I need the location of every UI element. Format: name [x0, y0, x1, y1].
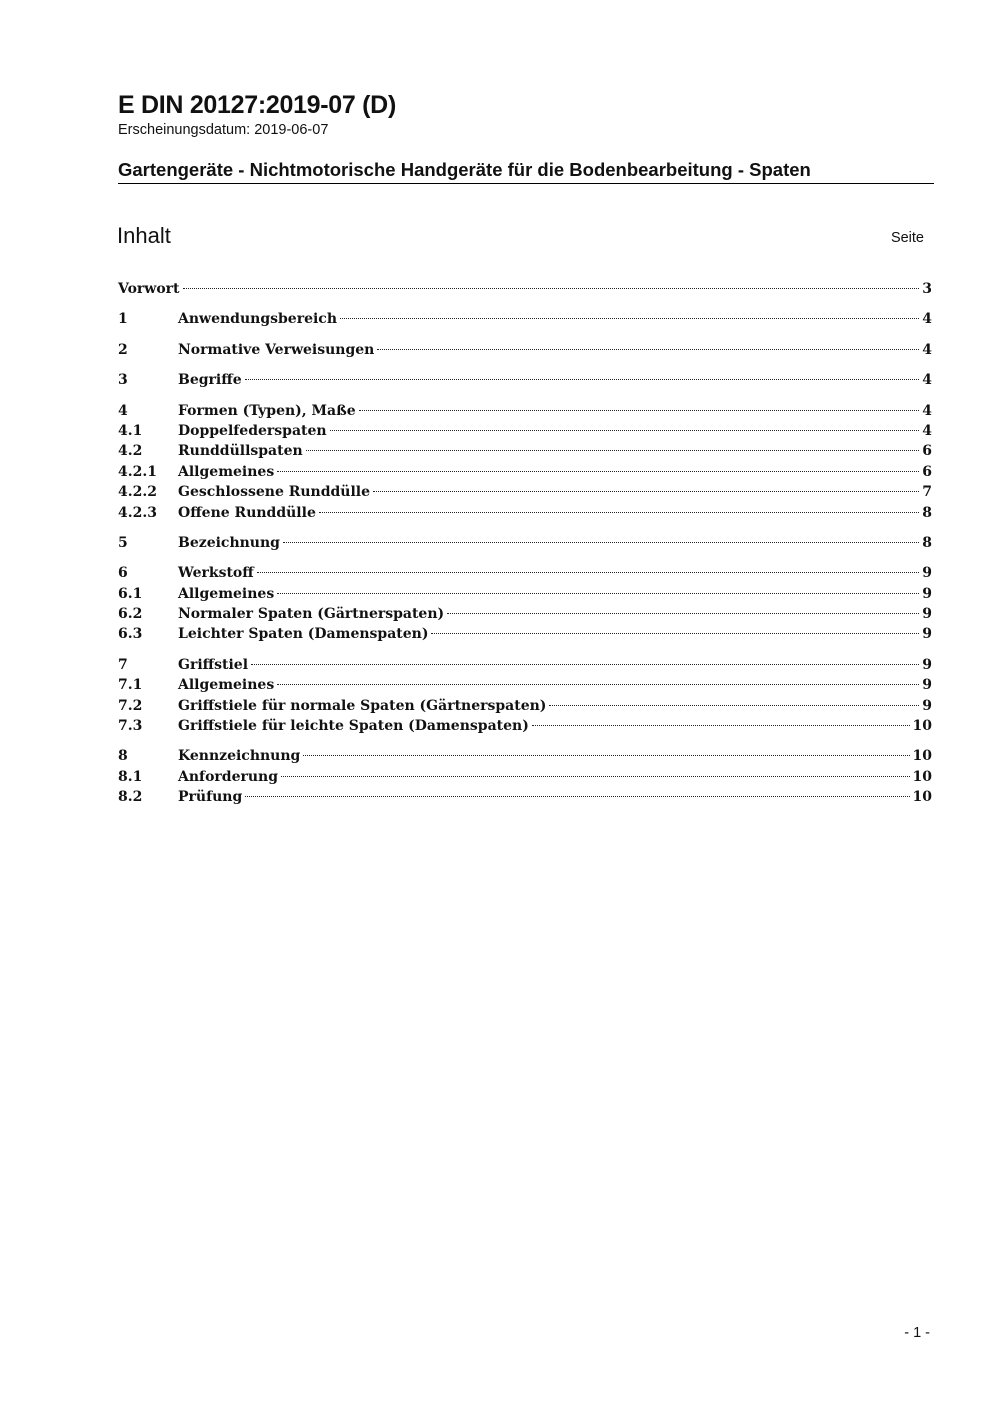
toc-entry-page: 7	[922, 484, 932, 501]
toc-entry-number: 6.1	[118, 585, 143, 602]
toc-leader-dots	[319, 512, 919, 513]
toc-entry-number: 8.2	[118, 789, 143, 806]
toc-leader-dots	[447, 613, 919, 614]
toc-entry-6[interactable]	[118, 563, 932, 583]
toc-entry-number: 7	[118, 656, 128, 673]
toc-entry-text: Vorwort	[118, 281, 180, 297]
toc-entry-7-3[interactable]	[118, 716, 932, 736]
title-divider	[118, 183, 934, 184]
toc-entry-text: Doppelfederspaten	[178, 422, 327, 439]
toc-entry-page: 4	[922, 341, 932, 358]
toc-entry-page: 9	[922, 677, 932, 694]
toc-entry-number: 6.2	[118, 606, 143, 623]
toc-entry-text: Griffstiel	[178, 656, 249, 673]
toc-leader-dots	[245, 796, 909, 797]
toc-entry-text: Offene Runddülle	[178, 504, 316, 521]
toc-entry-text: Griffstiele für leichte Spaten (Damenspaten)	[178, 718, 529, 735]
toc-leader-dots	[245, 379, 920, 380]
toc-entry-page: 10	[912, 768, 932, 785]
toc-entry-number: 8	[118, 748, 128, 765]
toc-entry-6-2[interactable]	[118, 604, 932, 624]
toc-entry-text: Bezeichnung	[178, 534, 280, 551]
toc-leader-dots	[183, 288, 920, 289]
toc-entry-number: 4.2	[118, 443, 143, 460]
toc-leader-dots	[330, 430, 920, 431]
toc-entry-number: 6.3	[118, 626, 143, 643]
toc-entry-page: 9	[922, 656, 932, 673]
table-of-contents	[118, 279, 932, 808]
toc-entry-text: Normative Verweisungen	[178, 341, 375, 358]
toc-entry-7-2[interactable]	[118, 696, 932, 716]
toc-leader-dots	[283, 542, 919, 543]
toc-entry-text: Kennzeichnung	[178, 748, 301, 765]
toc-leader-dots	[277, 471, 919, 472]
toc-entry-page: 9	[922, 565, 932, 582]
page-number: - 1 -	[904, 1325, 930, 1341]
toc-entry-number: 4.2.1	[118, 463, 157, 480]
toc-entry-number: 8.1	[118, 768, 143, 785]
toc-entry-page: 10	[912, 718, 932, 735]
toc-entry-text: Allgemeines	[178, 677, 275, 694]
toc-entry-text: Anwendungsbereich	[178, 311, 337, 328]
toc-entry-6-1[interactable]	[118, 584, 932, 604]
toc-entry-page: 4	[922, 311, 932, 328]
toc-entry-number: 7.3	[118, 718, 143, 735]
toc-heading: Inhalt	[117, 223, 171, 248]
toc-entry-page: 10	[912, 748, 932, 765]
toc-entry-6-3[interactable]	[118, 624, 932, 644]
toc-entry-8[interactable]	[118, 746, 932, 766]
toc-leader-dots	[303, 755, 909, 756]
toc-entry-page: 3	[922, 281, 932, 297]
toc-entry-3[interactable]	[118, 370, 932, 390]
toc-entry-page: 9	[922, 585, 932, 602]
toc-entry-page: 9	[922, 697, 932, 714]
toc-entry-vorwort[interactable]	[118, 279, 932, 299]
toc-entry-number: 5	[118, 534, 128, 551]
toc-leader-dots	[257, 572, 920, 573]
toc-leader-dots	[306, 450, 920, 451]
toc-entry-text: Leichter Spaten (Damenspaten)	[178, 626, 429, 643]
toc-entry-text: Normaler Spaten (Gärtnerspaten)	[178, 606, 445, 623]
toc-entry-1[interactable]	[118, 309, 932, 329]
toc-entry-text: Werkstoff	[178, 565, 254, 582]
toc-entry-7-1[interactable]	[118, 675, 932, 695]
toc-entry-page: 8	[922, 504, 932, 521]
toc-leader-dots	[281, 776, 910, 777]
toc-entry-page: 4	[922, 402, 932, 419]
toc-entry-number: 1	[118, 311, 128, 328]
toc-leader-dots	[431, 633, 919, 634]
toc-entry-number: 4	[118, 402, 128, 419]
toc-entry-text: Griffstiele für normale Spaten (Gärtnerspaten)	[178, 697, 547, 714]
toc-entry-text: Runddüllspaten	[178, 443, 303, 460]
toc-entry-4-2-2[interactable]	[118, 482, 932, 502]
toc-entry-page: 9	[922, 626, 932, 643]
toc-entry-4[interactable]	[118, 401, 932, 421]
toc-entry-7[interactable]	[118, 655, 932, 675]
toc-leader-dots	[277, 593, 919, 594]
toc-entry-page: 8	[922, 534, 932, 551]
toc-entry-number: 7.1	[118, 677, 143, 694]
toc-entry-number: 2	[118, 341, 128, 358]
document-title: Gartengeräte - Nichtmotorische Handgeräte für die Bodenbearbeitung - Spaten	[118, 159, 811, 180]
toc-leader-dots	[340, 318, 919, 319]
toc-entry-text: Begriffe	[178, 372, 242, 389]
toc-page-column-label: Seite	[890, 230, 924, 246]
toc-entry-number: 4.1	[118, 422, 143, 439]
toc-leader-dots	[359, 410, 920, 411]
toc-entry-4-1[interactable]	[118, 421, 932, 441]
publication-date: Erscheinungsdatum: 2019-06-07	[118, 122, 329, 138]
toc-leader-dots	[549, 705, 919, 706]
toc-entry-number: 4.2.2	[118, 484, 157, 501]
toc-entry-number: 7.2	[118, 697, 143, 714]
toc-leader-dots	[251, 664, 919, 665]
toc-leader-dots	[377, 349, 919, 350]
toc-entry-text: Anforderung	[178, 768, 278, 785]
toc-leader-dots	[532, 725, 910, 726]
toc-entry-5[interactable]	[118, 533, 932, 553]
toc-entry-number: 3	[118, 372, 128, 389]
toc-entry-4-2[interactable]	[118, 441, 932, 461]
toc-entry-page: 6	[922, 443, 932, 460]
toc-leader-dots	[373, 491, 919, 492]
toc-entry-text: Formen (Typen), Maße	[178, 402, 356, 419]
toc-entry-page: 6	[922, 463, 932, 480]
toc-entry-page: 4	[922, 422, 932, 439]
toc-entry-number: 4.2.3	[118, 504, 157, 521]
toc-entry-2[interactable]	[118, 340, 932, 360]
document-id: E DIN 20127:2019-07 (D)	[118, 91, 396, 119]
toc-leader-dots	[277, 684, 919, 685]
toc-entry-text: Allgemeines	[178, 585, 275, 602]
toc-entry-8-1[interactable]	[118, 767, 932, 787]
toc-entry-text: Geschlossene Runddülle	[178, 484, 371, 501]
toc-entry-page: 9	[922, 606, 932, 623]
toc-entry-text: Prüfung	[178, 789, 243, 806]
toc-entry-4-2-1[interactable]	[118, 462, 932, 482]
toc-entry-page: 4	[922, 372, 932, 389]
toc-entry-text: Allgemeines	[178, 463, 275, 480]
toc-entry-8-2[interactable]	[118, 787, 932, 807]
toc-entry-4-2-3[interactable]	[118, 503, 932, 523]
toc-entry-page: 10	[912, 789, 932, 806]
toc-entry-number: 6	[118, 565, 128, 582]
